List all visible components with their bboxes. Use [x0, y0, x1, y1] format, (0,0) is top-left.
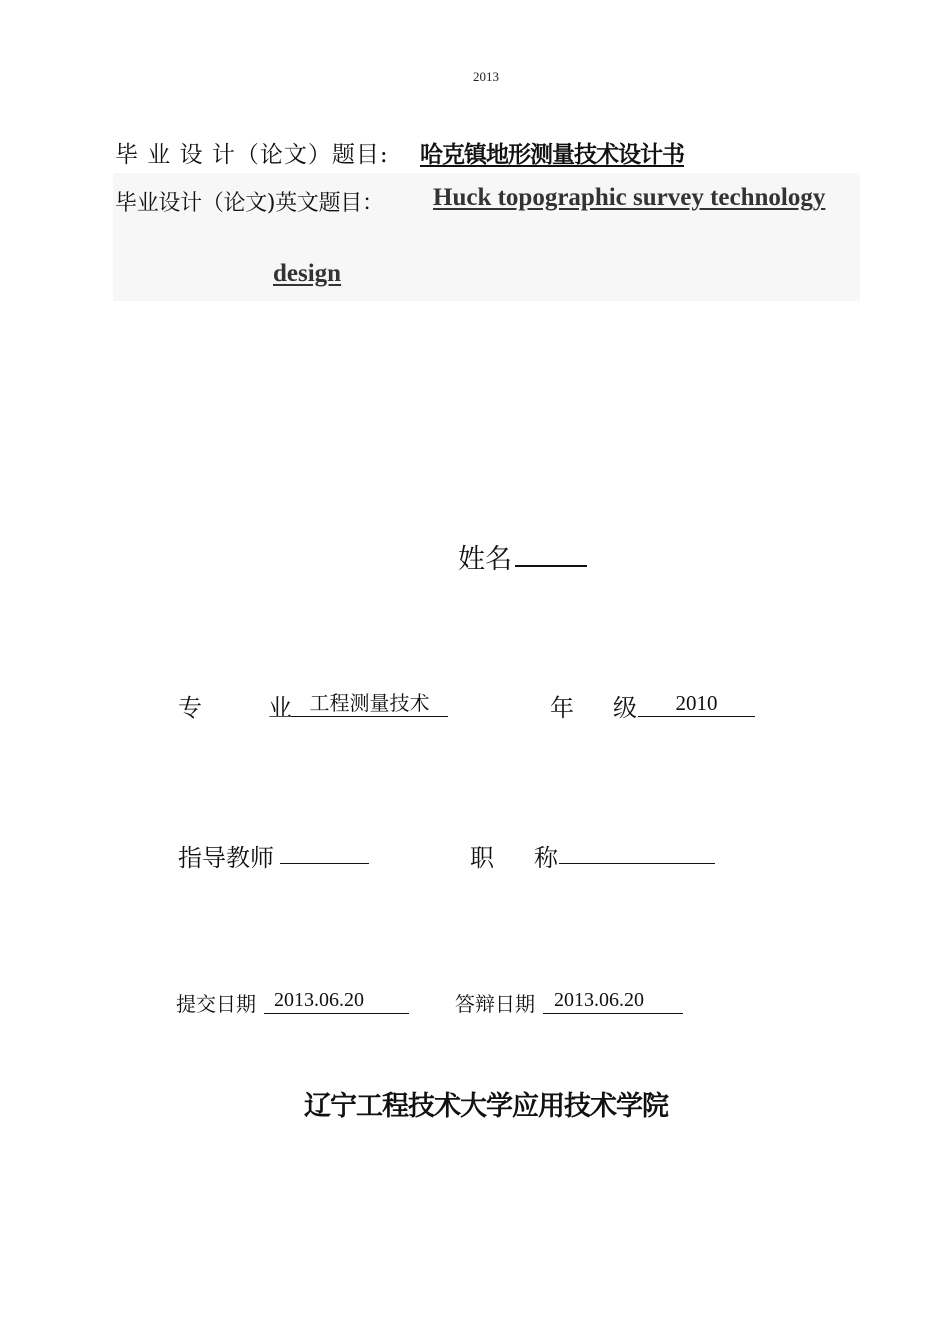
advisor-label: 指导教师: [178, 844, 274, 872]
grade-label-char-2: 级: [613, 694, 637, 722]
thesis-en-title-line-1: Huck topographic survey technology: [433, 184, 826, 211]
major-value: 工程测量技术: [291, 691, 448, 717]
header-year: 2013: [473, 69, 499, 84]
job-title-blank: [559, 863, 715, 864]
thesis-cn-title-label: 毕 业 设 计（论文）题目:: [115, 142, 389, 168]
submit-date-value: 2013.06.20: [264, 988, 409, 1014]
institution-name: 辽宁工程技术大学应用技术学院: [304, 1091, 668, 1122]
thesis-en-title-line-2: design: [273, 260, 342, 287]
major-label-char-2: 业: [268, 694, 292, 722]
submit-date-label: 提交日期: [176, 992, 256, 1016]
defense-date-label: 答辩日期: [455, 992, 535, 1016]
job-title-label-char-1: 职: [470, 844, 494, 872]
thesis-cn-title-value: 哈克镇地形测量技术设计书: [420, 142, 684, 168]
grade-value: 2010: [638, 691, 755, 717]
advisor-blank: [280, 863, 369, 864]
job-title-label-char-2: 称: [534, 844, 558, 872]
thesis-en-title-label: 毕业设计（论文)英文题目：: [115, 191, 384, 216]
student-name-label: 姓名: [458, 544, 512, 575]
grade-label-char-1: 年: [550, 694, 574, 722]
defense-date-value: 2013.06.20: [543, 988, 683, 1014]
major-label-char-1: 专: [178, 694, 202, 722]
student-name-blank: [515, 565, 587, 567]
